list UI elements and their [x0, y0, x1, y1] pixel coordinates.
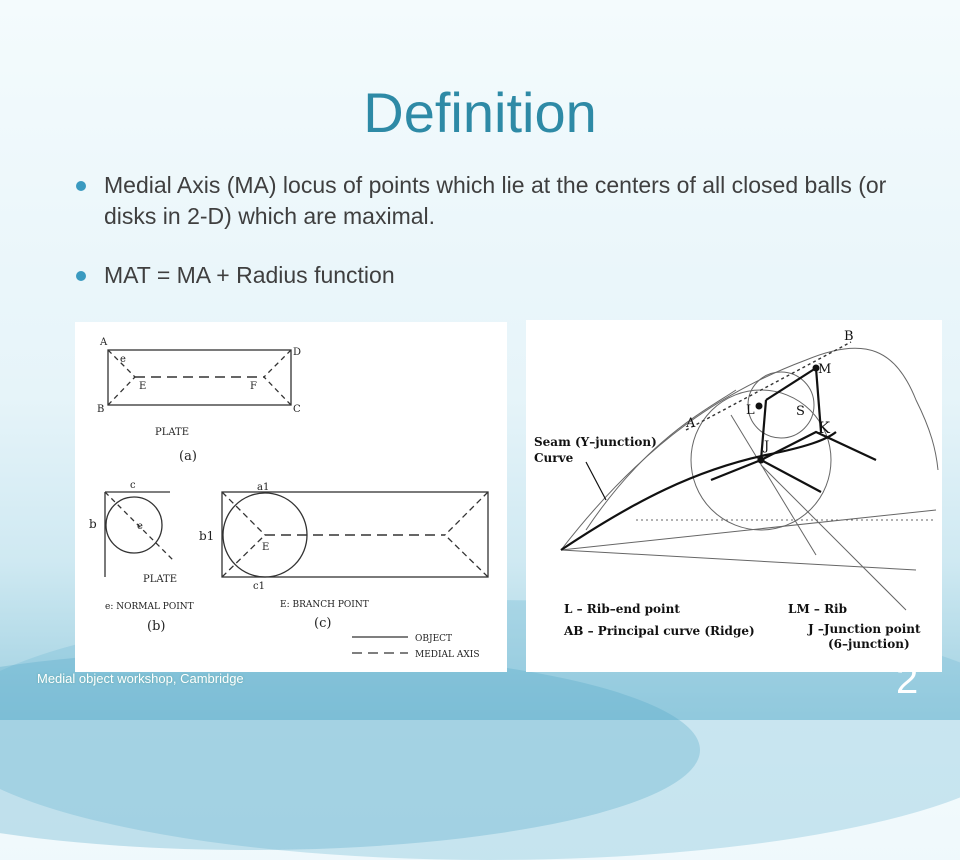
maximal-disk-b: [106, 497, 162, 553]
legend-object-label: OBJECT: [415, 634, 453, 644]
seam-label-line1: Seam (Y–junction): [534, 435, 657, 449]
label-K: K: [818, 418, 830, 437]
legend-rib: LM – Rib: [788, 602, 847, 616]
medial-diag: [445, 492, 488, 535]
junction-point-J: [758, 457, 765, 464]
label-c1: c1: [253, 581, 265, 592]
bullet-text: MAT = MA + Radius function: [104, 262, 395, 288]
label-B: B: [97, 404, 105, 415]
label-A: A: [100, 337, 108, 348]
label-D: D: [293, 347, 302, 358]
page-number: 2: [896, 658, 919, 702]
legend-medial-label: MEDIAL AXIS: [415, 650, 480, 660]
junction-branch: [761, 460, 821, 492]
caption-b: (b): [147, 619, 166, 634]
medial-diag: [445, 535, 488, 577]
label-c: c: [130, 480, 136, 491]
medial-axis-2d-svg: [75, 322, 507, 672]
label-L: L: [746, 403, 755, 418]
bullet-icon: [76, 181, 86, 191]
label-a1: a1: [257, 482, 270, 493]
medial-diag: [264, 350, 291, 377]
branch-point-note: E: BRANCH POINT: [280, 600, 369, 610]
principal-curve-AB: [686, 342, 851, 430]
medial-diag: [108, 377, 135, 405]
bullet-icon: [76, 271, 86, 281]
bullet-text: Medial Axis (MA) locus of points which lie at the centers of all closed balls (or disks in 2-D) which are maximal.: [104, 172, 887, 229]
caption-c: (c): [314, 616, 332, 631]
bullet-item: [70, 260, 890, 291]
label-B: B: [844, 329, 854, 344]
surface-edge: [761, 465, 906, 610]
label-E-c: E: [262, 542, 270, 553]
surface-curve: [586, 390, 736, 530]
surface-edge: [731, 415, 816, 555]
label-b1: b1: [199, 529, 215, 543]
label-C: C: [293, 404, 301, 415]
medial-surface-3d-figure: [526, 320, 942, 672]
label-A: A: [686, 416, 696, 431]
label-S: S: [796, 404, 805, 419]
label-b: b: [89, 517, 97, 531]
plate-label-a: PLATE: [155, 427, 190, 438]
slide-footer: Medial object workshop, Cambridge: [37, 671, 244, 686]
legend-junction-type: (6–junction): [828, 637, 910, 651]
medial-surface-3d-svg: [526, 320, 942, 672]
bullet-list: [70, 170, 890, 319]
slide-title: Definition: [363, 81, 597, 144]
legend-rib-end: L – Rib–end point: [564, 602, 680, 616]
medial-axis-2d-figure: [75, 322, 507, 672]
legend-junction: J –Junction point: [808, 622, 921, 636]
label-F: F: [250, 381, 257, 392]
label-M: M: [818, 362, 832, 377]
legend-principal-curve: AB – Principal curve (Ridge): [564, 624, 755, 638]
seam-label-line2: Curve: [534, 451, 574, 465]
medial-diag: [264, 377, 291, 405]
seam-pointer-arrow: [586, 462, 606, 500]
caption-a: (a): [179, 449, 197, 464]
plate-label-b: PLATE: [143, 574, 178, 585]
normal-point-note: e: NORMAL POINT: [105, 602, 194, 612]
label-J: J: [764, 439, 770, 454]
bullet-item: [70, 170, 890, 232]
rib-end-point-L: [756, 403, 763, 410]
label-E: E: [139, 381, 147, 392]
label-e: e: [120, 354, 126, 365]
label-e-b: e: [137, 521, 143, 532]
